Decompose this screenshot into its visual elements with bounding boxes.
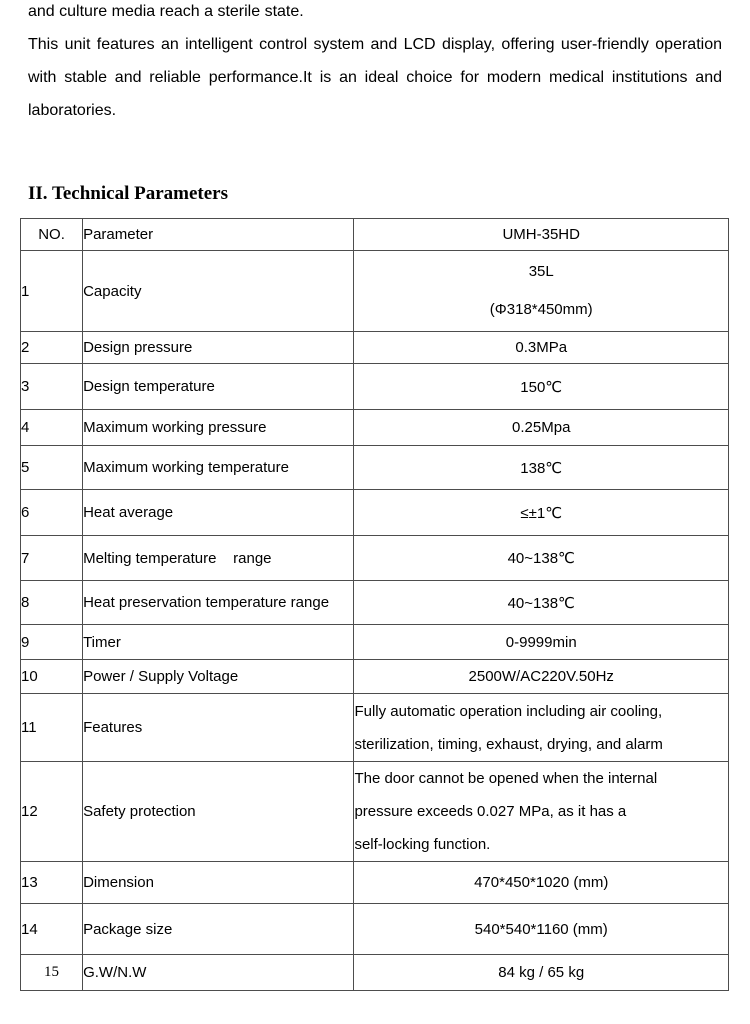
row-value: 540*540*1160 (mm) [354,904,729,955]
table-row [21,410,729,446]
row-no: 3 [21,364,83,410]
row-value: 470*450*1020 (mm) [354,862,729,904]
header-no: NO. [21,219,83,251]
table-header-row [21,219,729,251]
row-no: 10 [21,660,83,694]
value-line: self-locking function. [354,836,491,853]
value-line: The door cannot be opened when the internal [354,770,658,787]
table-row [21,762,729,862]
row-value: 138℃ [354,446,729,490]
row-value: 150℃ [354,364,729,410]
row-no: 6 [21,490,83,536]
row-value: 0.25Mpa [354,410,729,446]
row-parameter: Features [83,694,354,762]
row-value: 40~138℃ [354,581,729,625]
value-line: 35L [528,263,554,280]
row-value: 2500W/AC220V.50Hz [354,660,729,694]
intro-line-1: and culture media reach a sterile state. [28,3,304,20]
table-row [21,625,729,660]
row-parameter: Package size [83,904,354,955]
table-row [21,862,729,904]
table-row [21,490,729,536]
row-parameter: Maximum working temperature [83,446,354,490]
row-no: 14 [21,904,83,955]
intro-paragraph-2: This unit features an intelligent control system and LCD display, offering user-friendly operation with stable and reliable performance.It is an ideal choice for modern medical institutions and laboratories. [28,36,722,119]
row-parameter: Heat preservation temperature range [83,581,354,625]
row-no: 11 [21,694,83,762]
value-line: (Φ318*450mm) [489,301,593,318]
row-parameter: G.W/N.W [83,955,354,991]
section-title: II. Technical Parameters [28,183,229,204]
table-row [21,955,729,991]
row-no: 5 [21,446,83,490]
row-no: 8 [21,581,83,625]
table-row [21,581,729,625]
row-value: 84 kg / 65 kg [354,955,729,991]
row-value [354,251,729,332]
row-no: 12 [21,762,83,862]
row-no: 2 [21,332,83,364]
header-parameter: Parameter [83,219,354,251]
row-parameter: Heat average [83,490,354,536]
table-row [21,251,729,332]
table-row [21,904,729,955]
row-parameter: Design temperature [83,364,354,410]
row-value: ≤±1℃ [354,490,729,536]
row-value: 0-9999min [354,625,729,660]
value-line: Fully automatic operation including air cooling, [354,702,663,720]
table-row [21,536,729,581]
row-no: 9 [21,625,83,660]
row-no: 4 [21,410,83,446]
header-model: UMH-35HD [354,219,729,251]
technical-parameters-table [20,218,729,991]
intro-text [28,0,722,127]
row-value: 0.3MPa [354,332,729,364]
table-row [21,332,729,364]
row-parameter: Timer [83,625,354,660]
row-parameter: Power / Supply Voltage [83,660,354,694]
table-row [21,446,729,490]
table-row [21,694,729,762]
table-row [21,364,729,410]
row-parameter: Safety protection [83,762,354,862]
row-no: 1 [21,251,83,332]
row-value [354,762,729,862]
value-line: sterilization, timing, exhaust, drying, and alarm [354,735,663,753]
row-parameter: Maximum working pressure [83,410,354,446]
row-value: 40~138℃ [354,536,729,581]
value-line: pressure exceeds 0.027 MPa, as it has a [354,803,627,820]
row-parameter: Melting temperature range [83,536,354,581]
row-parameter: Dimension [83,862,354,904]
row-no: 13 [21,862,83,904]
row-no: 15 [21,955,83,991]
table-row [21,660,729,694]
row-parameter: Design pressure [83,332,354,364]
row-parameter: Capacity [83,251,354,332]
row-value [354,694,729,762]
row-no: 7 [21,536,83,581]
